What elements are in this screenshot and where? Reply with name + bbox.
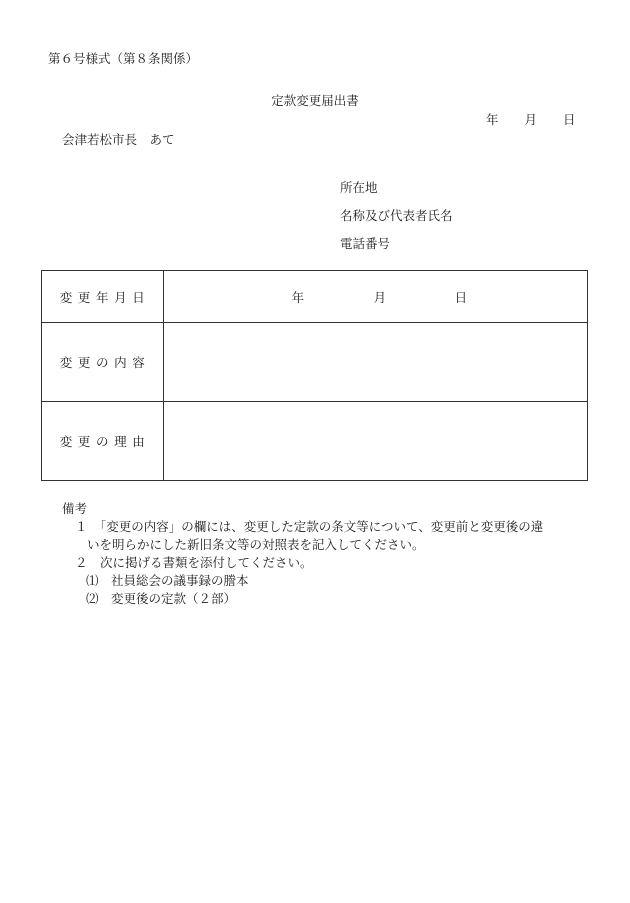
table-row-change-date — [42, 271, 588, 323]
change-content-label: 変更の内容 — [42, 323, 164, 402]
note-item-2: ２ 次に掲げる書類を添付してください。 — [75, 555, 313, 570]
change-content-field[interactable] — [163, 323, 587, 402]
change-reason-label: 変更の理由 — [42, 402, 164, 481]
note-subitem-2: ⑵ 変更後の定款（２部） — [86, 591, 237, 606]
date-day-label: 日 — [563, 112, 576, 127]
form-number: 第６号様式（第８条関係） — [48, 51, 199, 66]
change-details-table — [41, 270, 588, 481]
address-label: 所在地 — [340, 180, 378, 195]
date-month-label: 月 — [524, 112, 538, 127]
notes-section — [62, 500, 543, 608]
change-date-year: 年 — [291, 289, 305, 305]
change-reason-field[interactable] — [163, 402, 587, 481]
note-item-1-line-1: １ 「変更の内容」の欄には、変更した定款の条文等について、変更前と変更後の違 — [75, 519, 544, 534]
change-date-month: 月 — [373, 289, 387, 305]
change-date-field[interactable] — [163, 271, 587, 323]
change-date-label: 変更年月日 — [42, 271, 164, 323]
note-subitem-1: ⑴ 社員総会の議事録の謄本 — [86, 573, 249, 588]
change-date-day: 日 — [454, 289, 468, 305]
note-item-1-line-2: いを明らかにした新旧条文等の対照表を記入してください。 — [87, 537, 425, 552]
submission-date — [486, 110, 576, 128]
addressee: 会津若松市長 あて — [62, 132, 175, 147]
phone-number-label: 電話番号 — [340, 236, 391, 251]
notes-heading: 備考 — [62, 501, 88, 516]
table-row-change-reason — [42, 402, 588, 481]
table-row-change-content — [42, 323, 588, 402]
representative-name-label: 名称及び代表者氏名 — [340, 208, 453, 223]
date-year-label: 年 — [486, 112, 499, 127]
document-title: 定款変更届出書 — [271, 93, 359, 108]
